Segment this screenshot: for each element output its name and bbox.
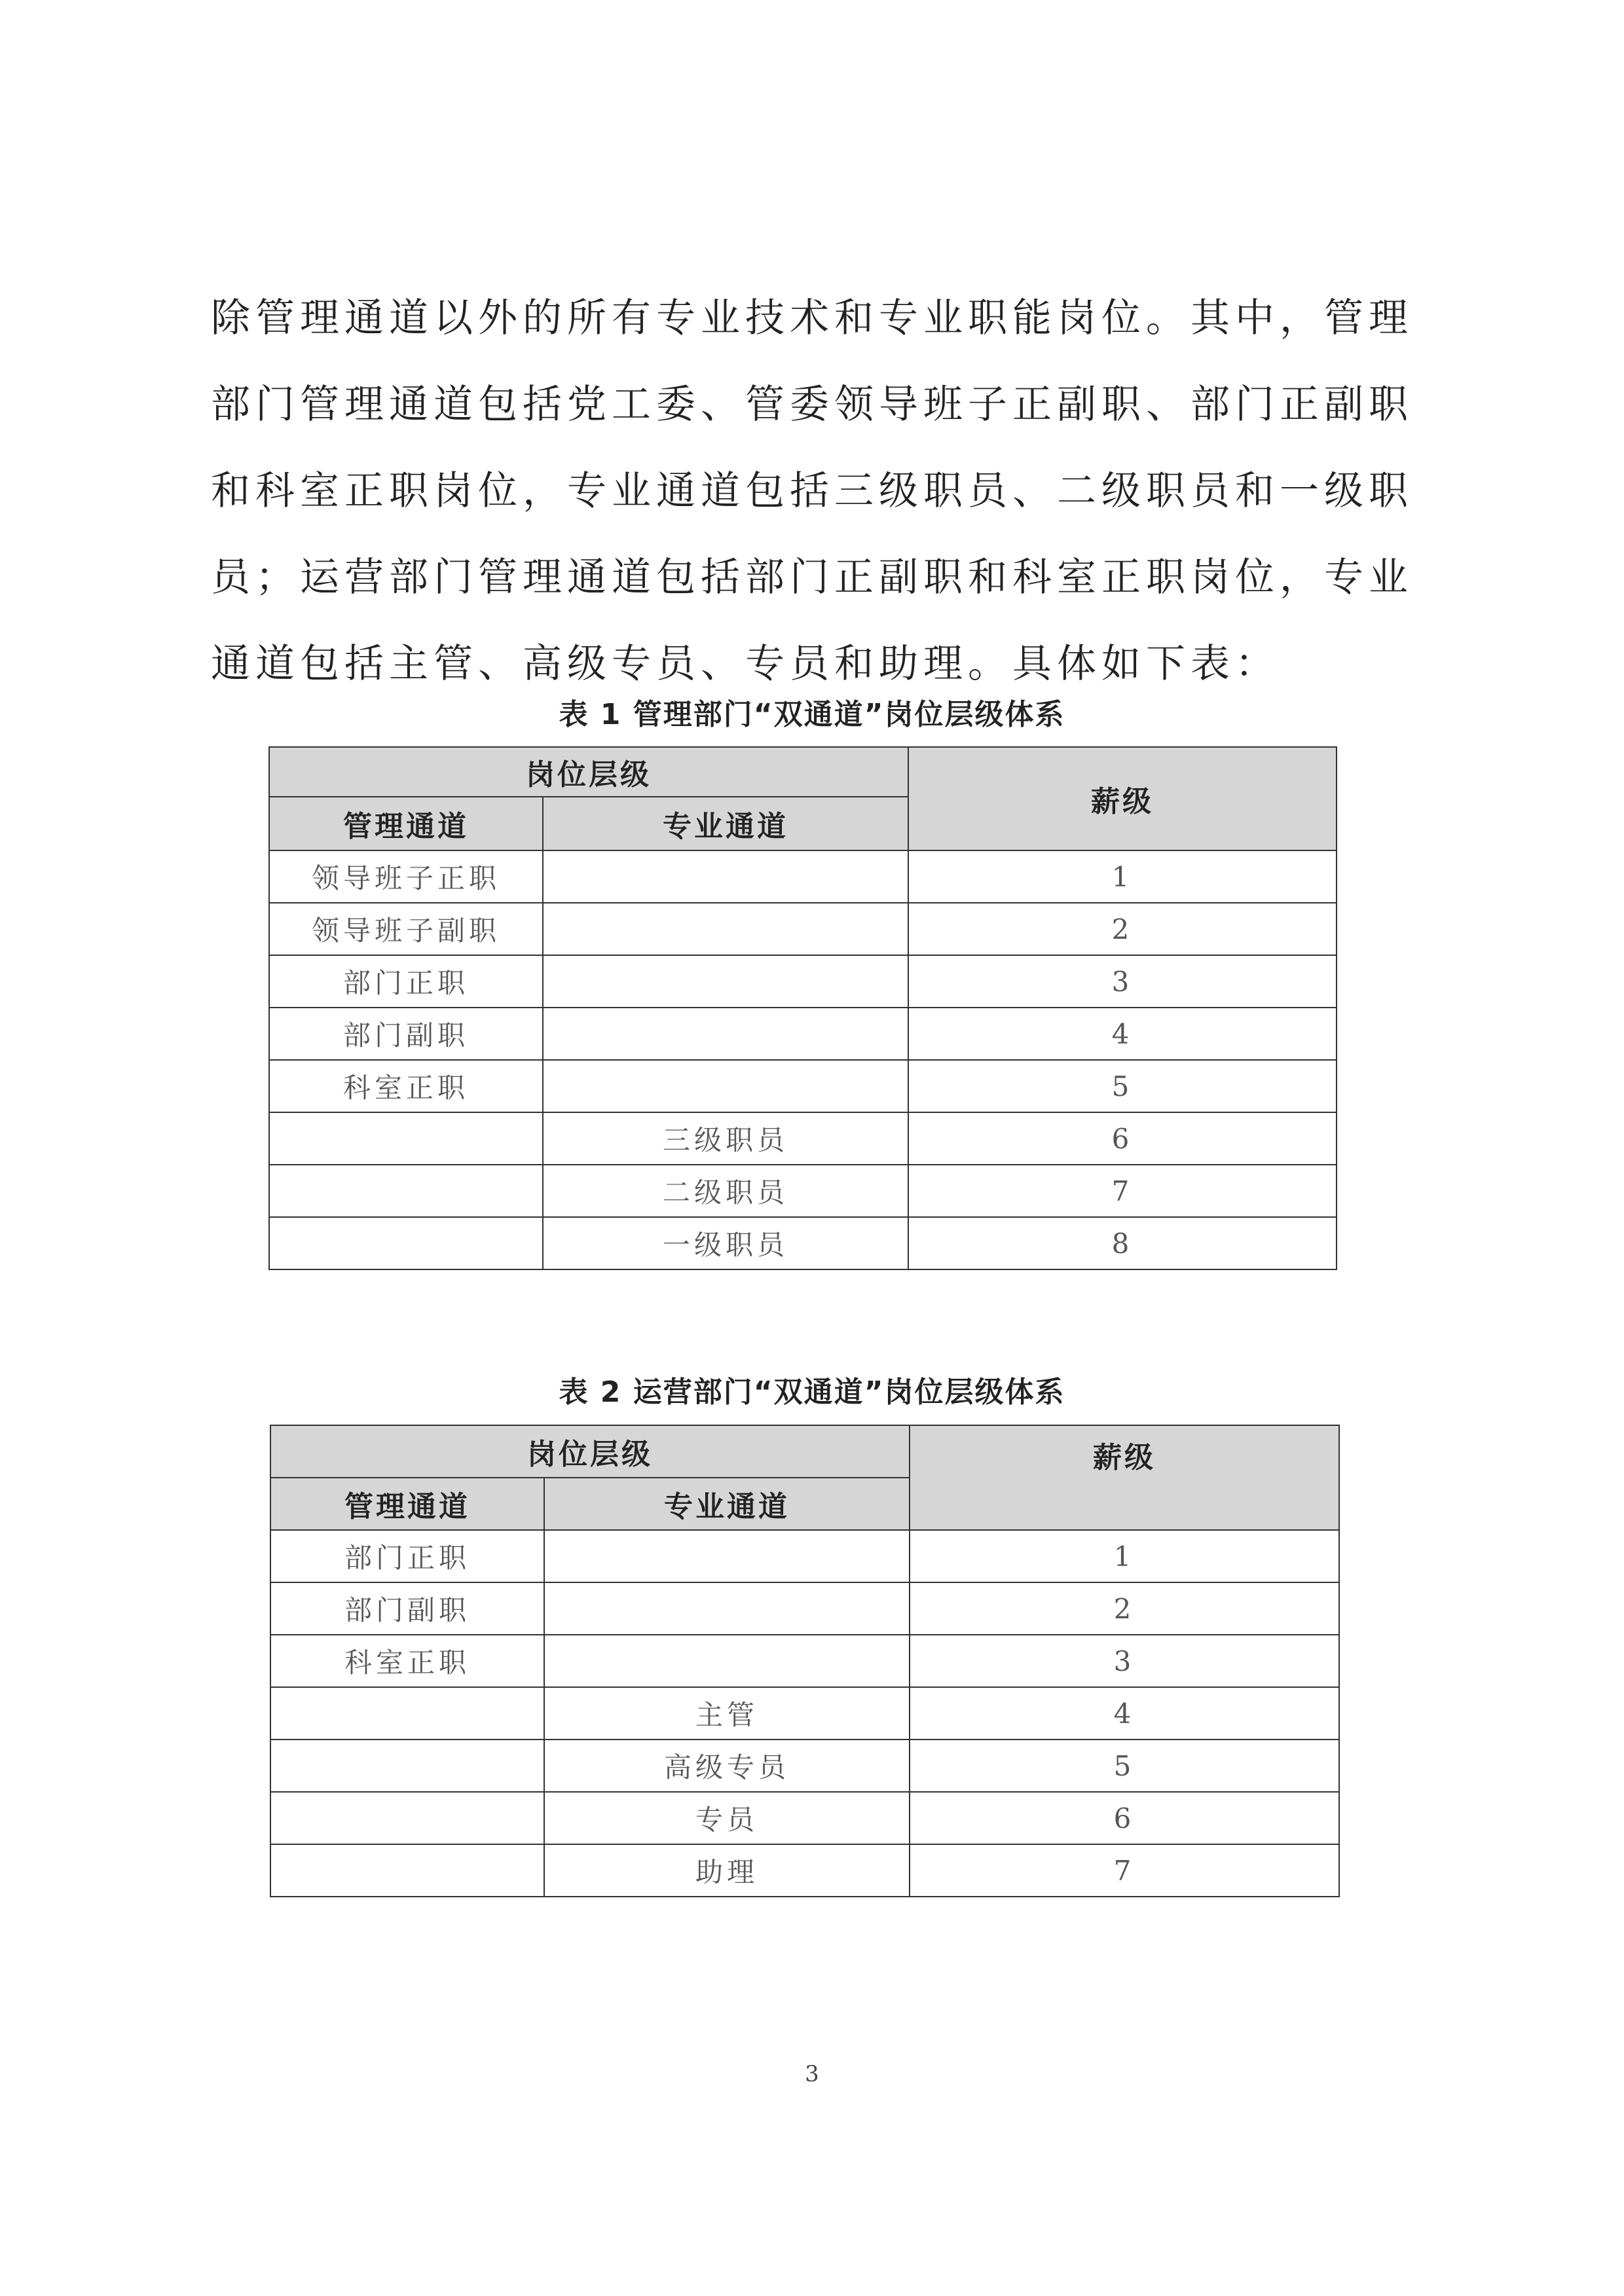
cell-grade: 1 [908,850,1337,903]
cell-grade: 5 [908,1060,1337,1112]
table2-header-management: 管理通道 [270,1478,544,1530]
table-row [270,1635,1339,1687]
cell-professional [544,1582,910,1635]
cell-management [270,1687,544,1740]
table-row [269,903,1337,955]
table2-caption: 表 2 运营部门“双通道”岗位层级体系 [559,1376,1065,1409]
cell-professional: 主管 [544,1687,910,1740]
cell-grade: 2 [908,903,1337,955]
cell-grade: 7 [908,1165,1337,1217]
table-row [269,850,1337,903]
table-row [269,1112,1337,1165]
cell-professional: 二级职员 [543,1165,908,1217]
cell-professional: 高级专员 [544,1740,910,1792]
table1 [268,746,1337,1270]
cell-professional: 专员 [544,1792,910,1844]
cell-grade: 8 [908,1217,1337,1269]
cell-grade: 3 [910,1635,1339,1687]
table-row [270,1792,1339,1844]
cell-grade: 2 [910,1582,1339,1635]
cell-management [269,1165,543,1217]
table2-header-professional: 专业通道 [544,1478,910,1530]
cell-management [269,1217,543,1269]
paragraph-line: 除管理通道以外的所有专业技术和专业职能岗位。其中，管理 [211,295,1413,341]
paragraph-line: 和科室正职岗位，专业通道包括三级职员、二级职员和一级职 [211,468,1413,514]
cell-professional [543,850,908,903]
cell-management: 科室正职 [269,1060,543,1112]
cell-grade: 7 [910,1844,1339,1897]
table-row [269,1060,1337,1112]
table1-header-grade: 薪级 [908,747,1337,850]
cell-professional [543,903,908,955]
table2-header-group: 岗位层级 [270,1425,910,1478]
cell-grade: 1 [910,1530,1339,1582]
cell-professional [543,1008,908,1060]
cell-management [270,1792,544,1844]
cell-management: 领导班子正职 [269,850,543,903]
cell-management [270,1740,544,1792]
cell-management: 部门副职 [269,1008,543,1060]
table-row [270,1530,1339,1582]
table1-header-professional: 专业通道 [543,797,908,850]
cell-management: 科室正职 [270,1635,544,1687]
body-paragraph [211,275,1413,707]
table-row [269,1165,1337,1217]
paragraph-line: 部门管理通道包括党工委、管委领导班子正副职、部门正副职 [211,382,1413,428]
cell-management: 领导班子副职 [269,903,543,955]
table-row [270,1844,1339,1897]
table1-header-management: 管理通道 [269,797,543,850]
cell-grade: 3 [908,955,1337,1008]
cell-grade: 4 [910,1687,1339,1740]
table-row [269,1008,1337,1060]
table-row [270,1687,1339,1740]
cell-management: 部门正职 [269,955,543,1008]
cell-professional [544,1530,910,1582]
table-row [269,955,1337,1008]
cell-professional: 一级职员 [543,1217,908,1269]
cell-management [270,1844,544,1897]
cell-professional [544,1635,910,1687]
cell-grade: 4 [908,1008,1337,1060]
cell-professional [543,1060,908,1112]
table2-header-grade: 薪级 [910,1425,1339,1530]
cell-management: 部门副职 [270,1582,544,1635]
table-row [269,1217,1337,1269]
cell-management: 部门正职 [270,1530,544,1582]
page-number: 3 [805,2061,819,2087]
table1-caption: 表 1 管理部门“双通道”岗位层级体系 [559,698,1065,731]
cell-professional: 三级职员 [543,1112,908,1165]
cell-grade: 6 [910,1792,1339,1844]
cell-management [269,1112,543,1165]
cell-professional: 助理 [544,1844,910,1897]
cell-grade: 6 [908,1112,1337,1165]
cell-professional [543,955,908,1008]
paragraph-line: 员；运营部门管理通道包括部门正副职和科室正职岗位，专业 [211,555,1413,600]
paragraph-line: 通道包括主管、高级专员、专员和助理。具体如下表： [211,641,1280,687]
table-row [270,1582,1339,1635]
table-row [270,1740,1339,1792]
table1-header-group: 岗位层级 [269,747,908,797]
table2 [270,1425,1340,1897]
cell-grade: 5 [910,1740,1339,1792]
